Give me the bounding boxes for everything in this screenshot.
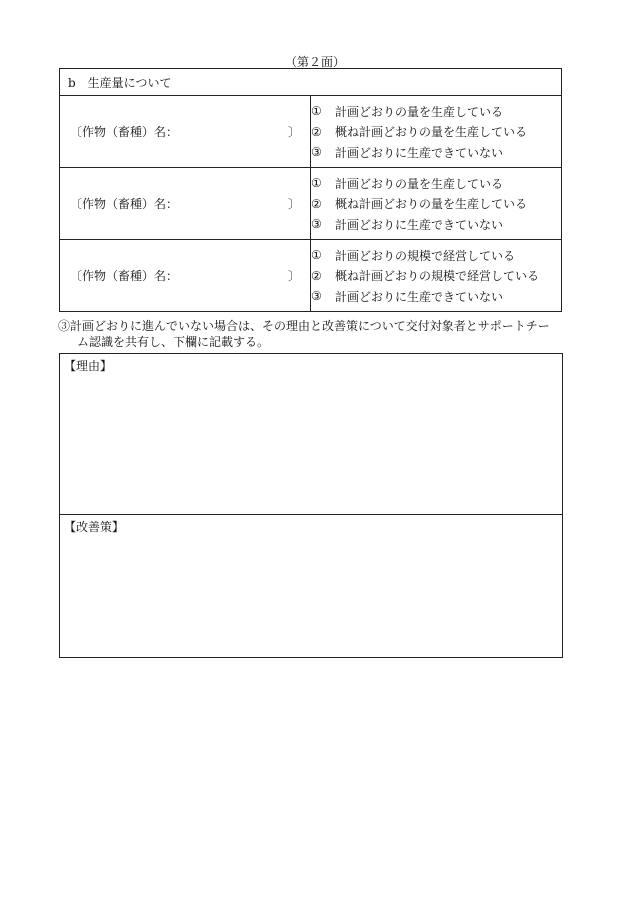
section-heading: b 生産量について xyxy=(60,69,562,96)
option-item[interactable] xyxy=(311,286,561,307)
instruction-note xyxy=(58,318,570,350)
table-row xyxy=(60,240,562,312)
note-line-1: ③計画どおりに進んでいない場合は、その理由と改善策について交付対象者とサポートチー xyxy=(58,319,550,333)
table-row xyxy=(60,168,562,240)
option-text: 概ね計画どおりの規模で経営している xyxy=(335,269,540,283)
option-text: 計画どおりの量を生産している xyxy=(335,104,504,119)
option-number: ③ xyxy=(311,289,322,303)
option-text: 計画どおりの量を生産している xyxy=(335,176,504,191)
crop-name-label: 〔作物（畜種）名： xyxy=(70,197,179,211)
crop-name-label: 〔作物（畜種）名： xyxy=(70,269,179,283)
option-item[interactable] xyxy=(311,193,561,214)
crop-name-cell[interactable] xyxy=(60,240,311,312)
reason-box[interactable] xyxy=(59,353,563,515)
option-number: ① xyxy=(311,104,322,118)
option-item[interactable] xyxy=(311,173,561,194)
option-text: 概ね計画どおりの量を生産している xyxy=(335,125,528,139)
table-row xyxy=(60,96,562,168)
options-cell xyxy=(311,168,562,240)
improvement-label: 【改善策】 xyxy=(64,520,125,534)
options-cell xyxy=(311,96,562,168)
crop-name-close-bracket: 〕 xyxy=(287,269,300,283)
crop-name-cell[interactable] xyxy=(60,96,311,168)
option-number: ② xyxy=(311,124,322,139)
note-line-2: ム認識を共有し、下欄に記載する。 xyxy=(77,335,270,349)
option-item[interactable] xyxy=(311,245,561,266)
reason-label: 【理由】 xyxy=(64,359,113,373)
page-label: （第２面） xyxy=(284,55,345,69)
option-item[interactable] xyxy=(311,101,561,122)
improvement-box[interactable] xyxy=(59,514,563,658)
option-text: 計画どおりに生産できていない xyxy=(335,145,504,160)
option-text: 計画どおりの規模で経営している xyxy=(335,248,516,263)
crop-name-cell[interactable] xyxy=(60,168,311,240)
option-text: 計画どおりに生産できていない xyxy=(335,217,504,232)
option-number: ③ xyxy=(311,217,322,231)
options-cell xyxy=(311,240,562,312)
crop-name-close-bracket: 〕 xyxy=(287,125,300,139)
option-item[interactable] xyxy=(311,121,561,142)
crop-name-label: 〔作物（畜種）名： xyxy=(70,125,179,139)
production-table xyxy=(59,68,562,312)
option-item[interactable] xyxy=(311,214,561,235)
option-item[interactable] xyxy=(311,142,561,163)
option-item[interactable] xyxy=(311,265,561,286)
option-number: ① xyxy=(311,248,322,262)
option-number: ② xyxy=(311,268,322,283)
crop-name-close-bracket: 〕 xyxy=(287,197,300,211)
option-number: ② xyxy=(311,196,322,211)
option-text: 概ね計画どおりの量を生産している xyxy=(335,197,528,211)
option-number: ③ xyxy=(311,145,322,159)
option-text: 計画どおりに生産できていない xyxy=(335,289,504,304)
option-number: ① xyxy=(311,176,322,190)
